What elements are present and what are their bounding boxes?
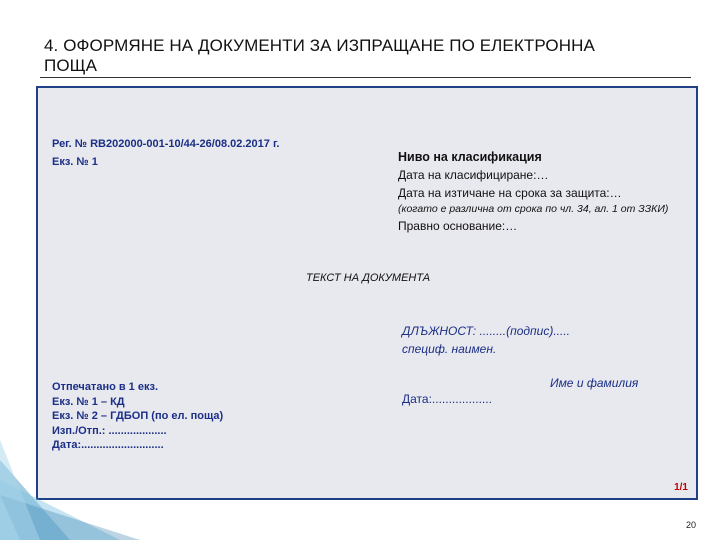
signature-line: ДЛЪЖНОСТ: ........(подпис)..... — [402, 324, 570, 338]
classification-level: Ниво на класификация — [398, 150, 542, 164]
slide-title — [44, 36, 684, 76]
copy-2: Екз. № 2 – ГДБОП (по ел. поща) — [52, 410, 224, 423]
full-name: Име и фамилия — [550, 376, 639, 390]
slide-number: 20 — [686, 520, 697, 530]
slide-title-line-2: ПОЩА — [44, 56, 98, 75]
registration-number: Рег. № RB202000-001-10/44-26/08.02.2017 г. — [52, 138, 280, 150]
document-body-text: ТЕКСТ НА ДОКУМЕНТА — [306, 272, 431, 284]
legal-basis: Правно основание:… — [398, 219, 518, 233]
executor: Изп./Отп.: ................... — [52, 424, 167, 437]
signature-date: Дата:.................. — [402, 392, 492, 406]
classification-date: Дата на класифициране:… — [398, 168, 549, 182]
signature-block — [402, 322, 570, 358]
protection-expiry: Дата на изтичане на срока за защита:… — [398, 186, 622, 200]
copy-1: Екз. № 1 – КД — [52, 395, 125, 408]
title-divider — [40, 77, 691, 78]
slide-title-line-1: 4. ОФОРМЯНЕ НА ДОКУМЕНТИ ЗА ИЗПРАЩАНЕ ПО ЕЛЕКТРОННА — [44, 36, 595, 55]
pagination: 1/1 — [674, 482, 688, 493]
document-template — [36, 86, 698, 500]
printed-copies: Отпечатано в 1 екз. — [52, 381, 158, 393]
registration-block — [52, 135, 280, 171]
corner-decoration — [0, 440, 140, 540]
protection-note: (когато е различна от срока по чл. 34, ал. 1 от ЗЗКИ) — [398, 203, 669, 215]
copy-number: Екз. № 1 — [52, 156, 98, 168]
distribution-date: Дата:........................... — [52, 439, 164, 452]
signature-abbrev: специф. наимен. — [402, 342, 497, 356]
classification-block — [398, 148, 688, 235]
